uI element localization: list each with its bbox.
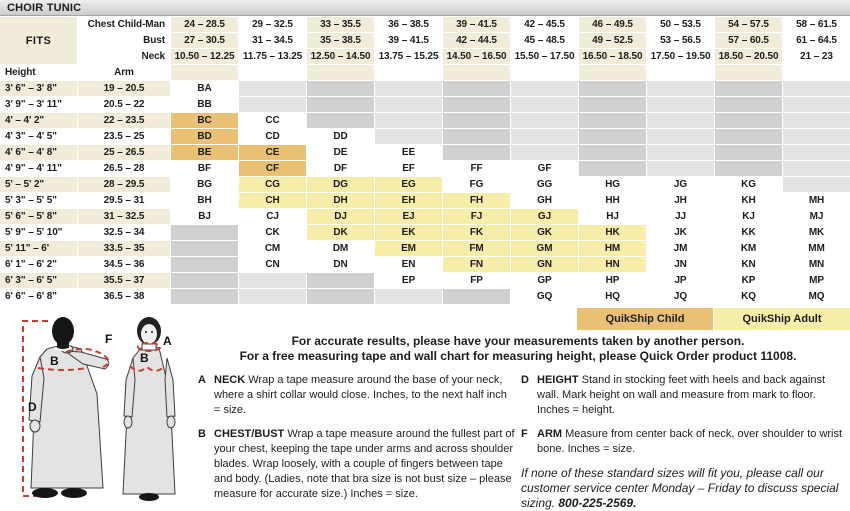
size-cell-FJ: FJ	[443, 209, 510, 224]
size-cell-CE: CE	[239, 145, 306, 160]
empty-cell	[375, 289, 442, 304]
left-hand-front	[124, 416, 132, 428]
quikship-child-label: QuikShip Child	[577, 308, 713, 330]
size-cell-KP: KP	[715, 273, 782, 288]
size-cell-DN: DN	[307, 257, 374, 272]
size-cell-FN: FN	[443, 257, 510, 272]
arm-range-cell: 34.5 – 36	[78, 257, 170, 272]
arm-range-cell: 28 – 29.5	[78, 177, 170, 192]
range-cell: 11.75 – 13.25	[239, 49, 306, 64]
size-cell-HQ: HQ	[579, 289, 646, 304]
size-cell-GQ: GQ	[511, 289, 578, 304]
shoe-front	[139, 493, 159, 501]
empty-cell	[783, 81, 850, 96]
empty-cell	[783, 145, 850, 160]
height-range-cell: 6' 6" – 6' 8"	[0, 289, 77, 304]
empty-cell	[375, 97, 442, 112]
intro-line-2: For a free measuring tape and wall chart for measuring height, please Quick Order product 11008.	[239, 349, 797, 363]
right-hand-front	[167, 416, 175, 428]
size-cell-EG: EG	[375, 177, 442, 192]
size-cell-EM: EM	[375, 241, 442, 256]
size-chart-table	[0, 17, 850, 304]
size-cell-EF: EF	[375, 161, 442, 176]
size-cell-KQ: KQ	[715, 289, 782, 304]
header-spacer-cell	[171, 65, 238, 80]
empty-cell	[239, 289, 306, 304]
size-cell-FF: FF	[443, 161, 510, 176]
fits-label: FITS	[0, 17, 77, 64]
size-cell-FK: FK	[443, 225, 510, 240]
size-cell-HH: HH	[579, 193, 646, 208]
height-range-cell: 4' 3" – 4' 5"	[0, 129, 77, 144]
range-cell: 15.50 – 17.50	[511, 49, 578, 64]
empty-cell	[307, 113, 374, 128]
empty-cell	[171, 241, 238, 256]
height-range-cell: 5' 9" – 5' 10"	[0, 225, 77, 240]
collar-front	[142, 344, 156, 350]
empty-cell	[511, 113, 578, 128]
size-cell-CG: CG	[239, 177, 306, 192]
intro-line-1: For accurate results, please have your measurements taken by another person.	[291, 334, 745, 348]
arm-range-cell: 33.5 – 35	[78, 241, 170, 256]
header-spacer-cell	[239, 65, 306, 80]
height-range-cell: 5' 6" – 5' 8"	[0, 209, 77, 224]
size-cell-DF: DF	[307, 161, 374, 176]
size-cell-DJ: DJ	[307, 209, 374, 224]
note-letter: F	[521, 428, 528, 440]
size-cell-DK: DK	[307, 225, 374, 240]
header-spacer-cell	[443, 65, 510, 80]
size-cell-DG: DG	[307, 177, 374, 192]
size-cell-GM: GM	[511, 241, 578, 256]
empty-cell	[647, 129, 714, 144]
empty-cell	[511, 81, 578, 96]
size-cell-JJ: JJ	[647, 209, 714, 224]
empty-cell	[579, 113, 646, 128]
empty-cell	[307, 273, 374, 288]
size-cell-HG: HG	[579, 177, 646, 192]
note-b	[198, 427, 516, 502]
empty-cell	[443, 129, 510, 144]
size-cell-BF: BF	[171, 161, 238, 176]
range-cell: 33 – 35.5	[307, 17, 374, 32]
range-cell: 46 – 49.5	[579, 17, 646, 32]
size-cell-BD: BD	[171, 129, 238, 144]
height-column-header: Height	[0, 65, 77, 80]
left-hand-back	[30, 420, 40, 432]
height-range-cell: 3' 9" – 3' 11"	[0, 97, 77, 112]
head-back	[52, 317, 74, 345]
size-cell-EE: EE	[375, 145, 442, 160]
empty-cell	[307, 289, 374, 304]
arm-range-cell: 22 – 23.5	[78, 113, 170, 128]
size-cell-DM: DM	[307, 241, 374, 256]
range-cell: 27 – 30.5	[171, 33, 238, 48]
size-cell-EJ: EJ	[375, 209, 442, 224]
size-cell-MQ: MQ	[783, 289, 850, 304]
size-cell-JN: JN	[647, 257, 714, 272]
size-cell-BA: BA	[171, 81, 238, 96]
left-eye	[145, 331, 147, 333]
back-view-figure	[29, 317, 109, 498]
measure-row-label: Chest Child-Man	[78, 17, 170, 32]
size-cell-CN: CN	[239, 257, 306, 272]
empty-cell	[375, 81, 442, 96]
size-cell-DD: DD	[307, 129, 374, 144]
empty-cell	[171, 257, 238, 272]
header-spacer-cell	[783, 65, 850, 80]
size-cell-JG: JG	[647, 177, 714, 192]
size-cell-JH: JH	[647, 193, 714, 208]
range-cell: 21 – 23	[783, 49, 850, 64]
range-cell: 17.50 – 19.50	[647, 49, 714, 64]
size-cell-CK: CK	[239, 225, 306, 240]
label-f: F	[105, 332, 113, 346]
size-cell-HK: HK	[579, 225, 646, 240]
empty-cell	[783, 113, 850, 128]
empty-cell	[715, 97, 782, 112]
size-cell-KM: KM	[715, 241, 782, 256]
note-body: ARM Measure from center back of neck, over shoulder to wrist bone. Inches = size.	[537, 428, 843, 455]
note-body: NECK Wrap a tape measure around the base of your neck, where a shirt collar would close. Inches, to the next half inch = size.	[214, 374, 507, 416]
size-cell-GP: GP	[511, 273, 578, 288]
note-letter: A	[198, 374, 206, 386]
arm-range-cell: 36.5 – 38	[78, 289, 170, 304]
size-cell-GF: GF	[511, 161, 578, 176]
size-cell-BH: BH	[171, 193, 238, 208]
size-cell-KJ: KJ	[715, 209, 782, 224]
range-cell: 49 – 52.5	[579, 33, 646, 48]
range-cell: 42 – 45.5	[511, 17, 578, 32]
size-cell-MN: MN	[783, 257, 850, 272]
empty-cell	[171, 225, 238, 240]
size-cell-CD: CD	[239, 129, 306, 144]
size-cell-KK: KK	[715, 225, 782, 240]
note-body: CHEST/BUST Wrap a tape measure around the fullest part of your chest, keeping the tape under arms and across shoulder blades. Wrap loosely, with a couple of fingers between tape and body. (Ladies, note that bra size is not bust size – please measure for accurate size.) Inches = size.	[214, 428, 515, 500]
size-cell-GJ: GJ	[511, 209, 578, 224]
size-cell-GK: GK	[511, 225, 578, 240]
empty-cell	[715, 145, 782, 160]
face	[141, 324, 157, 344]
empty-cell	[375, 129, 442, 144]
empty-cell	[715, 81, 782, 96]
size-cell-FM: FM	[443, 241, 510, 256]
empty-cell	[715, 129, 782, 144]
empty-cell	[783, 97, 850, 112]
label-b-back: B	[50, 354, 59, 368]
note-f	[521, 427, 847, 457]
range-cell: 50 – 53.5	[647, 17, 714, 32]
arm-range-cell: 35.5 – 37	[78, 273, 170, 288]
empty-cell	[715, 161, 782, 176]
empty-cell	[443, 145, 510, 160]
measurement-figures-illustration	[2, 316, 198, 506]
size-cell-KN: KN	[715, 257, 782, 272]
arm-range-cell: 32.5 – 34	[78, 225, 170, 240]
size-cell-KG: KG	[715, 177, 782, 192]
empty-cell	[647, 97, 714, 112]
range-cell: 42 – 44.5	[443, 33, 510, 48]
empty-cell	[579, 145, 646, 160]
empty-cell	[647, 145, 714, 160]
note-letter: D	[521, 374, 529, 386]
range-cell: 53 – 56.5	[647, 33, 714, 48]
range-cell: 14.50 – 16.50	[443, 49, 510, 64]
label-d: D	[28, 400, 37, 414]
size-cell-BC: BC	[171, 113, 238, 128]
arm-range-cell: 20.5 – 22	[78, 97, 170, 112]
size-cell-GG: GG	[511, 177, 578, 192]
range-cell: 16.50 – 18.50	[579, 49, 646, 64]
range-cell: 39 – 41.5	[375, 33, 442, 48]
size-cell-DH: DH	[307, 193, 374, 208]
size-cell-CF: CF	[239, 161, 306, 176]
size-cell-HM: HM	[579, 241, 646, 256]
size-cell-GN: GN	[511, 257, 578, 272]
height-range-cell: 5' – 5' 2"	[0, 177, 77, 192]
intro-text	[190, 334, 846, 364]
empty-cell	[443, 113, 510, 128]
right-sleeve-front	[165, 358, 175, 417]
quikship-legend	[577, 308, 850, 330]
quikship-adult-label: QuikShip Adult	[714, 308, 850, 330]
empty-cell	[171, 273, 238, 288]
size-cell-BB: BB	[171, 97, 238, 112]
size-cell-JQ: JQ	[647, 289, 714, 304]
note-letter: B	[198, 428, 206, 440]
height-range-cell: 5' 3" – 5' 5"	[0, 193, 77, 208]
empty-cell	[511, 97, 578, 112]
arm-range-cell: 31 – 32.5	[78, 209, 170, 224]
measure-row-label: Bust	[78, 33, 170, 48]
size-cell-FP: FP	[443, 273, 510, 288]
height-range-cell: 3' 6" – 3' 8"	[0, 81, 77, 96]
empty-cell	[443, 97, 510, 112]
empty-cell	[239, 81, 306, 96]
size-cell-FH: FH	[443, 193, 510, 208]
notes-column-right	[521, 373, 847, 511]
arm-range-cell: 25 – 26.5	[78, 145, 170, 160]
empty-cell	[443, 81, 510, 96]
page-title: CHOIR TUNIC	[0, 0, 850, 16]
header-spacer-cell	[579, 65, 646, 80]
empty-cell	[647, 113, 714, 128]
empty-cell	[715, 113, 782, 128]
arm-range-cell: 23.5 – 25	[78, 129, 170, 144]
size-cell-BE: BE	[171, 145, 238, 160]
phone-number: 800-225-2569.	[558, 496, 637, 510]
range-cell: 36 – 38.5	[375, 17, 442, 32]
empty-cell	[171, 289, 238, 304]
size-cell-BJ: BJ	[171, 209, 238, 224]
size-cell-GH: GH	[511, 193, 578, 208]
empty-cell	[443, 289, 510, 304]
height-range-cell: 4' 6" – 4' 8"	[0, 145, 77, 160]
range-cell: 31 – 34.5	[239, 33, 306, 48]
empty-cell	[307, 97, 374, 112]
empty-cell	[375, 113, 442, 128]
empty-cell	[307, 81, 374, 96]
range-cell: 10.50 – 12.25	[171, 49, 238, 64]
arm-range-cell: 19 – 20.5	[78, 81, 170, 96]
range-cell: 24 – 28.5	[171, 17, 238, 32]
size-cell-HP: HP	[579, 273, 646, 288]
size-cell-KH: KH	[715, 193, 782, 208]
arm-range-cell: 29.5 – 31	[78, 193, 170, 208]
empty-cell	[511, 129, 578, 144]
header-spacer-cell	[511, 65, 578, 80]
header-spacer-cell	[375, 65, 442, 80]
arm-range-cell: 26.5 – 28	[78, 161, 170, 176]
size-cell-MH: MH	[783, 193, 850, 208]
size-cell-JM: JM	[647, 241, 714, 256]
empty-cell	[783, 129, 850, 144]
range-cell: 35 – 38.5	[307, 33, 374, 48]
range-cell: 58 – 61.5	[783, 17, 850, 32]
size-cell-MK: MK	[783, 225, 850, 240]
empty-cell	[239, 273, 306, 288]
special-sizing-note: If none of these standard sizes will fit you, please call our customer service center Monday – Friday to discuss special sizing. 800-225-2569.	[521, 466, 839, 510]
size-cell-HN: HN	[579, 257, 646, 272]
size-cell-FG: FG	[443, 177, 510, 192]
size-cell-EN: EN	[375, 257, 442, 272]
range-cell: 18.50 – 20.50	[715, 49, 782, 64]
empty-cell	[647, 81, 714, 96]
size-cell-CC: CC	[239, 113, 306, 128]
note-d	[521, 373, 847, 418]
size-cell-EK: EK	[375, 225, 442, 240]
notes-column-left	[198, 373, 516, 511]
note-body: HEIGHT Stand in stocking feet with heels and back against wall. Mark height on wall and measure from mark to floor. Inches = height.	[537, 374, 825, 416]
arm-column-header: Arm	[78, 65, 170, 80]
size-cell-DE: DE	[307, 145, 374, 160]
size-cell-MJ: MJ	[783, 209, 850, 224]
size-cell-MP: MP	[783, 273, 850, 288]
size-cell-JK: JK	[647, 225, 714, 240]
empty-cell	[579, 81, 646, 96]
range-cell: 12.50 – 14.50	[307, 49, 374, 64]
size-cell-EP: EP	[375, 273, 442, 288]
range-cell: 39 – 41.5	[443, 17, 510, 32]
size-cell-HJ: HJ	[579, 209, 646, 224]
size-cell-EH: EH	[375, 193, 442, 208]
range-cell: 13.75 – 15.25	[375, 49, 442, 64]
size-cell-CH: CH	[239, 193, 306, 208]
size-cell-JP: JP	[647, 273, 714, 288]
size-cell-CJ: CJ	[239, 209, 306, 224]
size-cell-BG: BG	[171, 177, 238, 192]
height-range-cell: 6' 1" – 6' 2"	[0, 257, 77, 272]
range-cell: 54 – 57.5	[715, 17, 782, 32]
header-spacer-cell	[307, 65, 374, 80]
height-range-cell: 4' – 4' 2"	[0, 113, 77, 128]
height-range-cell: 4' 9" – 4' 11"	[0, 161, 77, 176]
size-cell-MM: MM	[783, 241, 850, 256]
empty-cell	[647, 161, 714, 176]
header-spacer-cell	[647, 65, 714, 80]
size-cell-CM: CM	[239, 241, 306, 256]
empty-cell	[579, 129, 646, 144]
empty-cell	[783, 161, 850, 176]
range-cell: 57 – 60.5	[715, 33, 782, 48]
note-a	[198, 373, 516, 418]
range-cell: 61 – 64.5	[783, 33, 850, 48]
right-shoe	[61, 488, 87, 498]
empty-cell	[579, 97, 646, 112]
right-eye	[151, 331, 153, 333]
empty-cell	[579, 161, 646, 176]
range-cell: 45 – 48.5	[511, 33, 578, 48]
empty-cell	[511, 145, 578, 160]
label-b-front: B	[140, 351, 149, 365]
height-range-cell: 6' 3" – 6' 5"	[0, 273, 77, 288]
header-spacer-cell	[715, 65, 782, 80]
label-a: A	[163, 334, 172, 348]
empty-cell	[239, 97, 306, 112]
measure-row-label: Neck	[78, 49, 170, 64]
range-cell: 29 – 32.5	[239, 17, 306, 32]
empty-cell	[783, 177, 850, 192]
left-shoe	[32, 488, 58, 498]
height-range-cell: 5' 11" – 6'	[0, 241, 77, 256]
